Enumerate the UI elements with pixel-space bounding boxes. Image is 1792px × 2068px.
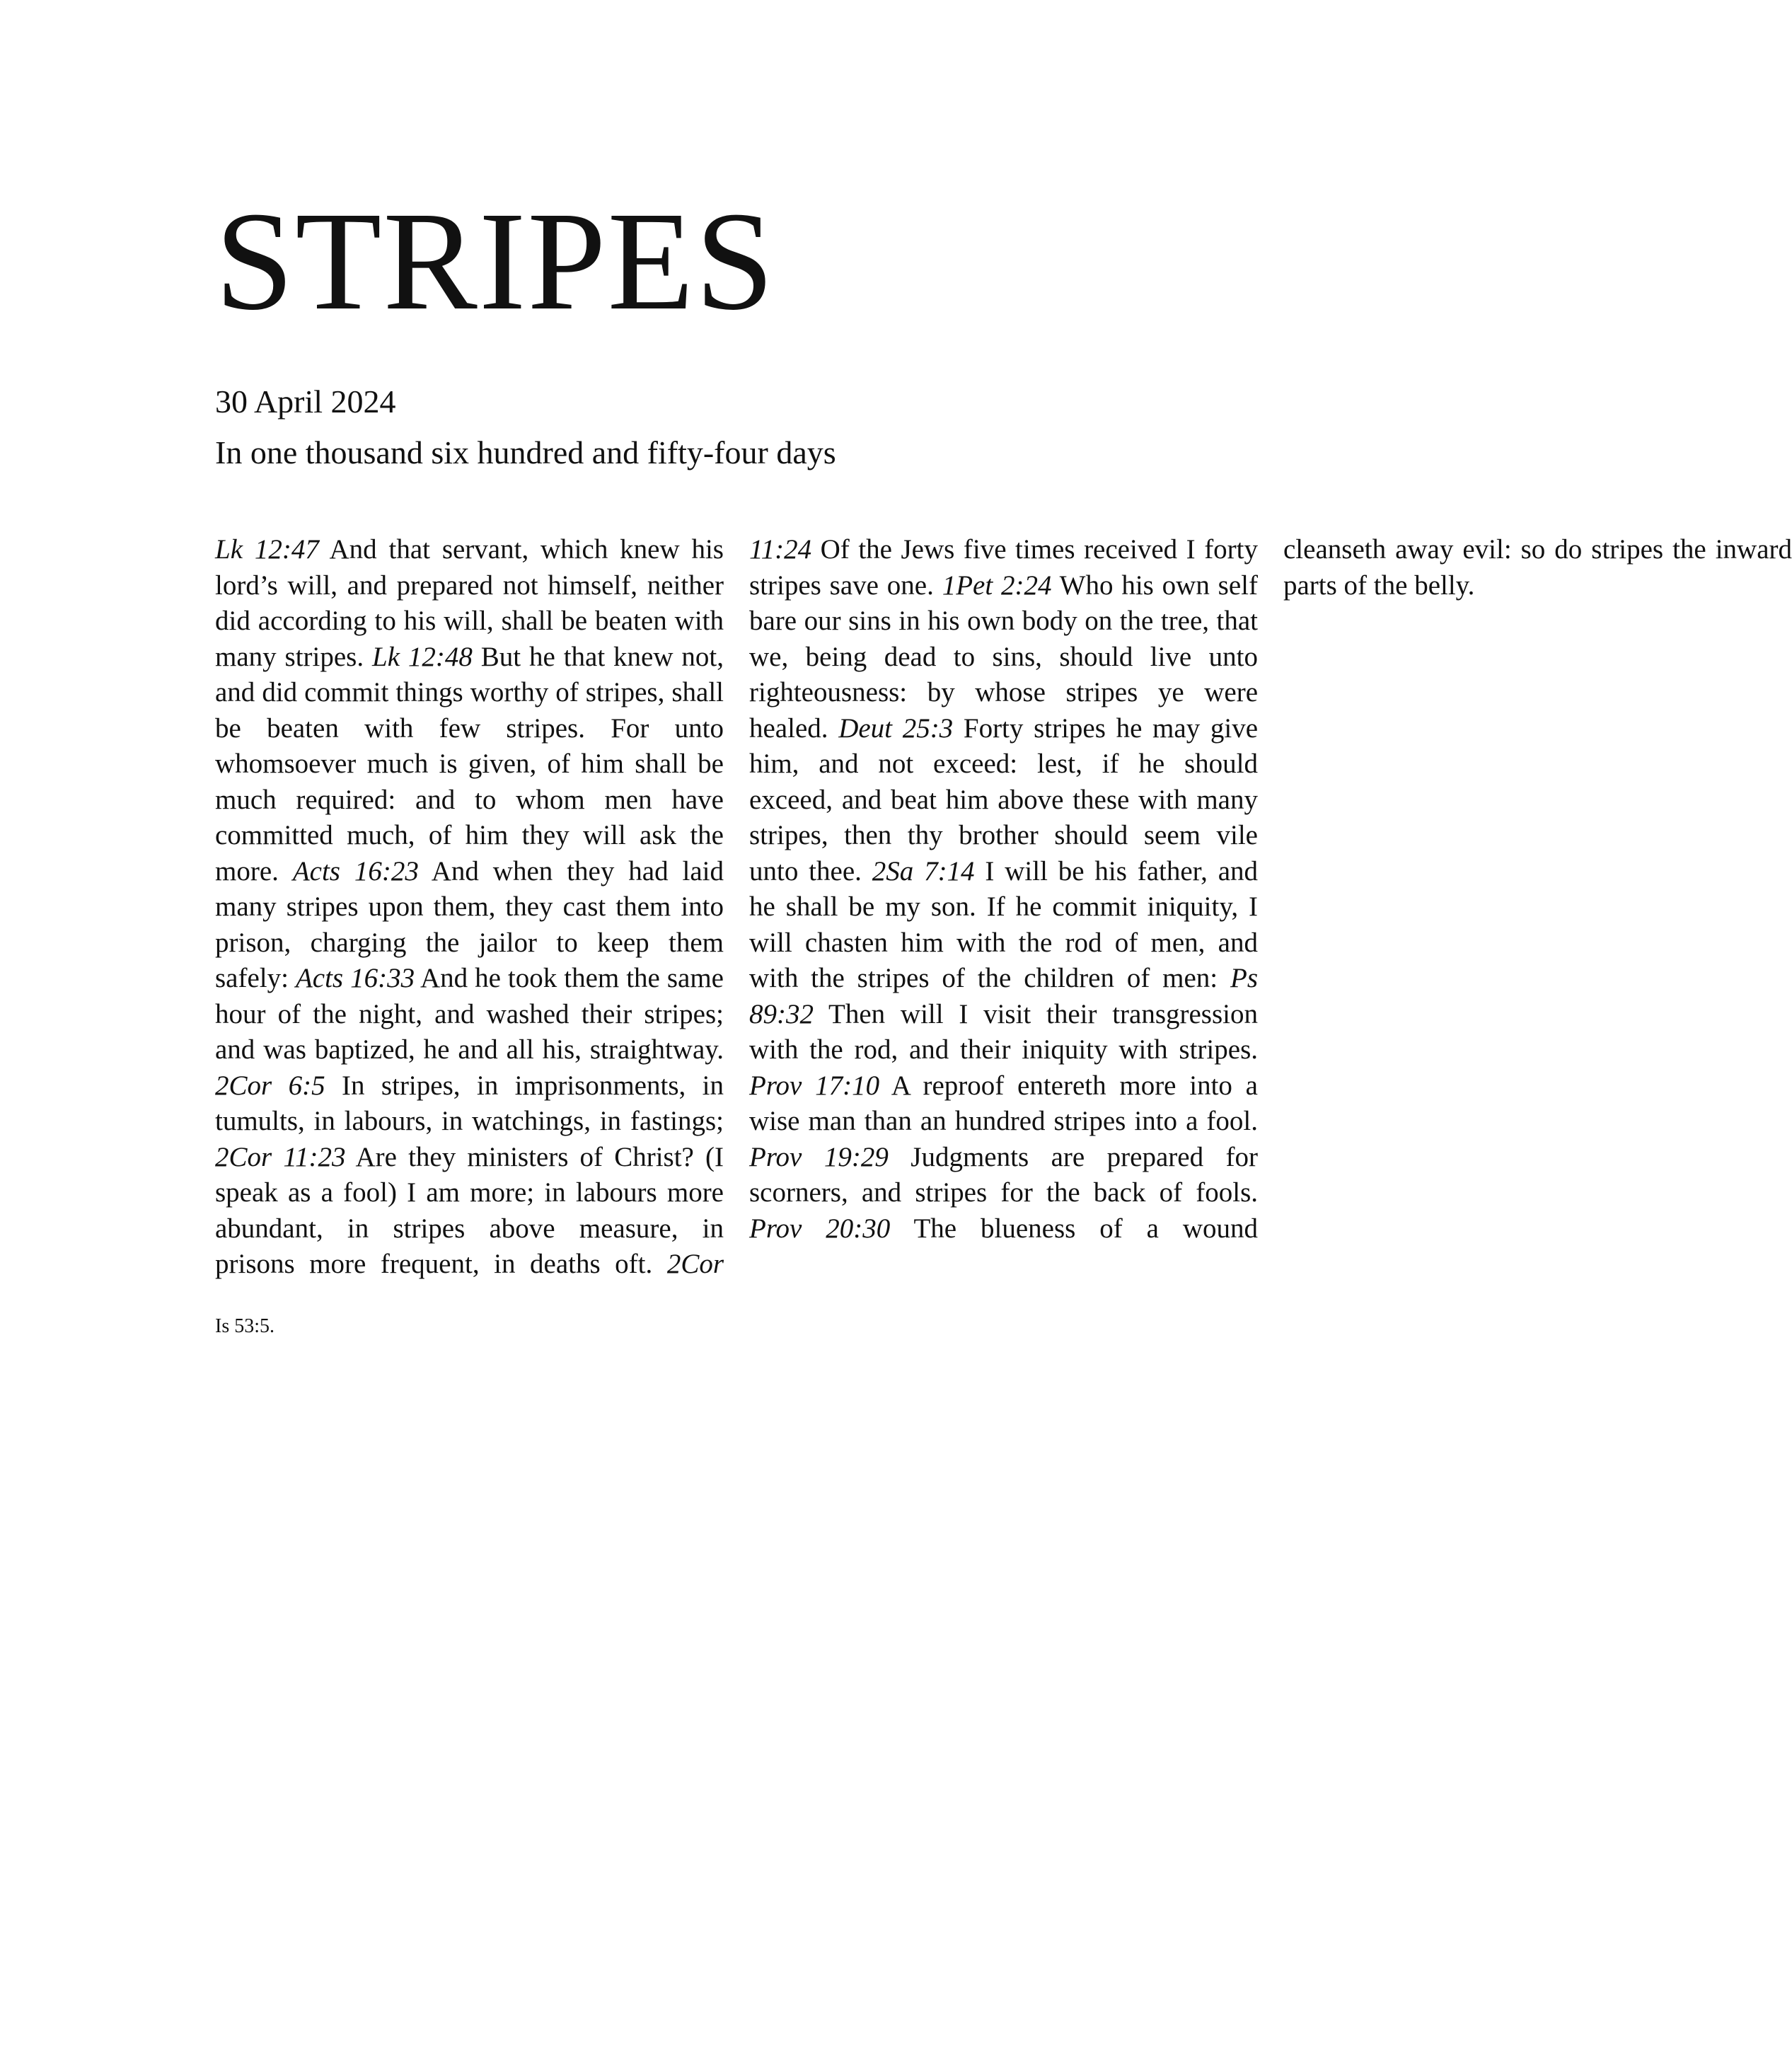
page-title: STRIPES xyxy=(215,183,776,340)
verse-text: Of the Jews five times received I forty stripes save one. xyxy=(749,534,1258,601)
verse-text: Judgments are prepared for scorners, and stripes for the back of fools. xyxy=(749,1141,1259,1208)
verse-reference: Deut 25:3 xyxy=(838,712,954,744)
verse-reference: Lk 12:48 xyxy=(372,641,473,672)
verse-text: Then will I visit their transgression with the rod, and their iniquity with stripes. xyxy=(749,998,1258,1065)
verse-text: Are they ministers of Christ? (I speak as a fool) I am more; in labours more abundant, in stripes above measure, in prisons more frequent, in deaths oft. xyxy=(215,1141,724,1279)
verse-reference: 2Cor 11:24 xyxy=(666,534,812,1279)
verse-text: A reproof entereth more into a wise man than an hundred stripes into a fool. xyxy=(749,1070,1258,1136)
verse-columns xyxy=(215,532,1792,1289)
verse-reference: Acts 16:23 xyxy=(292,855,419,886)
verse-text: And he took them the same hour of the night, and washed their stripes; and was baptized, he and all his, straightway. xyxy=(215,963,724,1065)
verse-reference: Prov 20:30 xyxy=(749,1213,891,1244)
verse-text: But he that knew not, and did commit things worthy of stripes, shall be beaten with few stripes. For unto whomsoever much is given, of him shall be much required: and to whom men have committed much, of him they will ask the more. xyxy=(215,641,724,886)
verse-text: And that servant, which knew his lord’s will, and prepared not himself, neither did according to his will, shall be beaten with many stripes. xyxy=(215,534,724,672)
date-line: 30 April 2024 xyxy=(215,383,396,420)
verse-reference: Lk 12:47 xyxy=(215,534,319,565)
countdown-line: In one thousand six hundred and fifty-four days xyxy=(215,434,836,470)
verse-reference: Prov 19:29 xyxy=(749,1141,889,1172)
verse-text: Forty stripes he may give him, and not exceed: lest, if he should exceed, and beat him above these with many stripes, then thy brother should seem vile unto thee. xyxy=(749,712,1259,886)
verse-reference: 1Pet 2:24 xyxy=(942,570,1052,601)
verse-text: The blueness of a wound cleanseth away evil: so do stripes the inward parts of the belly. xyxy=(913,534,1792,1244)
verse-reference: Prov 17:10 xyxy=(749,1070,880,1101)
footnote: Is 53:5. xyxy=(215,1315,274,1337)
verse-text: And when they had laid many stripes upon them, they cast them into prison, charging the jailor to keep them safely: xyxy=(215,855,724,993)
verse-reference: 2Cor 6:5 xyxy=(215,1070,325,1101)
verse-paragraph xyxy=(215,532,1792,1289)
verse-reference: Acts 16:33 xyxy=(295,963,415,993)
verse-reference: 2Sa 7:14 xyxy=(872,855,975,886)
verse-reference: 2Cor 11:23 xyxy=(215,1141,346,1172)
verse-text: In stripes, in imprisonments, in tumults, in labours, in watchings, in fastings; xyxy=(215,1070,724,1136)
verse-text: Who his own self bare our sins in his own body on the tree, that we, being dead to sins, should live unto righteousness: by whose stripes ye were healed. xyxy=(749,570,1258,744)
verse-reference: Ps 89:32 xyxy=(749,963,1259,1029)
verse-text: I will be his father, and he shall be my son. If he commit iniquity, I will chasten him with the rod of men, and with the stripes of the children of men: xyxy=(749,855,1258,993)
